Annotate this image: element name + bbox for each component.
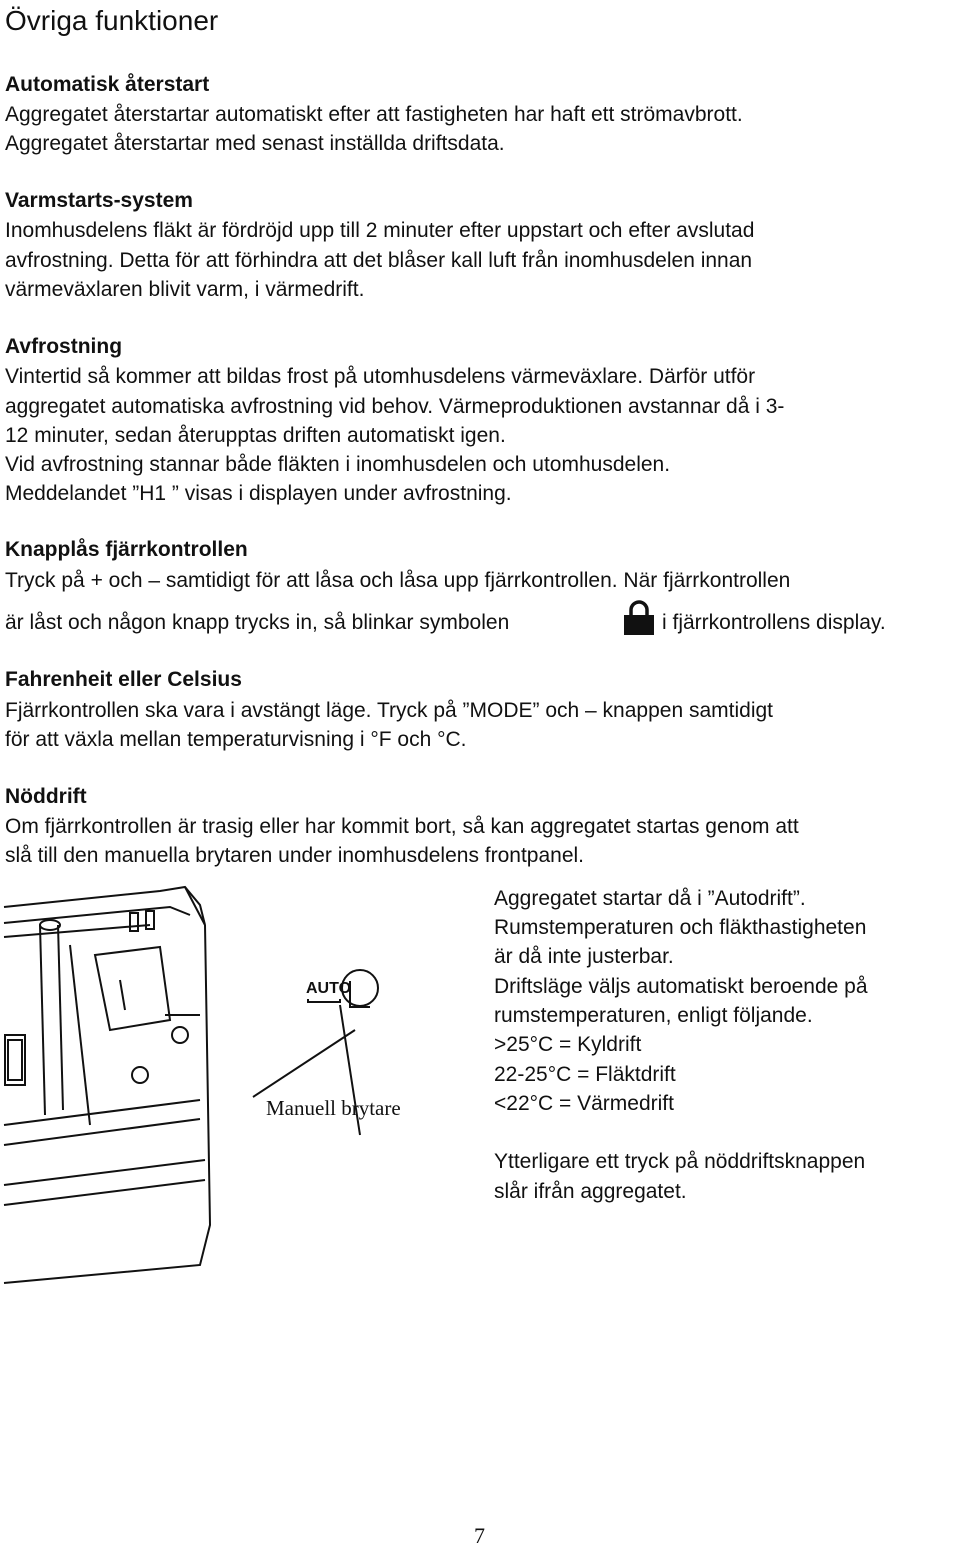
section-heading-fahrenheit: Fahrenheit eller Celsius (5, 668, 242, 691)
side-text-line: rumstemperaturen, enligt följande. (494, 1004, 813, 1027)
paragraph-line: i fjärrkontrollens display. (662, 611, 886, 634)
paragraph-line: Aggregatet återstartar med senast inställda driftsdata. (5, 132, 505, 155)
side-text-line: Ytterligare ett tryck på nöddriftsknappen (494, 1150, 866, 1173)
paragraph-line: Vid avfrostning stannar både fläkten i inomhusdelen och utomhusdelen. (5, 453, 671, 476)
side-text-line: är då inte justerbar. (494, 945, 674, 968)
paragraph-line: Meddelandet ”H1 ” visas i displayen under avfrostning. (5, 482, 512, 505)
paragraph-line: aggregatet automatiska avfrostning vid behov. Värmeproduktionen avstannar då i 3- (5, 395, 785, 418)
section-heading-warm-start: Varmstarts-system (5, 189, 193, 212)
paragraph-line: Fjärrkontrollen ska vara i avstängt läge. Tryck på ”MODE” och – knappen samtidigt (5, 699, 773, 722)
paragraph-line: 12 minuter, sedan återupptas driften automatiskt igen. (5, 424, 506, 447)
section-heading-emergency: Nöddrift (5, 785, 87, 808)
side-text-line: slår ifrån aggregatet. (494, 1180, 687, 1203)
paragraph-line: Tryck på + och – samtidigt för att låsa och låsa upp fjärrkontrollen. När fjärrkontrollen (5, 569, 791, 592)
paragraph-line: Om fjärrkontrollen är trasig eller har kommit bort, så kan aggregatet startas genom att (5, 815, 799, 838)
side-text-line: Driftsläge väljs automatiskt beroende på (494, 975, 868, 998)
indoor-unit-illustration (0, 885, 470, 1285)
section-heading-defrost: Avfrostning (5, 335, 123, 358)
paragraph-line: slå till den manuella brytaren under inomhusdelens frontpanel. (5, 844, 585, 867)
paragraph-line: för att växla mellan temperaturvisning i °F och °C. (5, 728, 467, 751)
figure-caption: Manuell brytare (266, 1096, 401, 1120)
side-text-line: Rumstemperaturen och fläkthastigheten (494, 916, 867, 939)
page-title: Övriga funktioner (5, 5, 219, 36)
side-text-line: <22°C = Värmedrift (494, 1092, 674, 1115)
paragraph-line: Vintertid så kommer att bildas frost på utomhusdelens värmeväxlare. Därför utför (5, 365, 756, 388)
side-text-line: 22-25°C = Fläktdrift (494, 1063, 676, 1086)
section-heading-auto-restart: Automatisk återstart (5, 73, 210, 96)
side-text-line: Aggregatet startar då i ”Autodrift”. (494, 887, 806, 910)
lock-icon (622, 600, 656, 636)
paragraph-line: är låst och någon knapp trycks in, så blinkar symbolen (5, 611, 510, 634)
auto-switch-label: AUTO (306, 980, 352, 997)
side-text-line: >25°C = Kyldrift (494, 1033, 642, 1056)
section-heading-keylock: Knapplås fjärrkontrollen (5, 538, 248, 561)
paragraph-line: Inomhusdelens fläkt är fördröjd upp till 2 minuter efter uppstart och efter avslutad (5, 219, 755, 242)
paragraph-line: avfrostning. Detta för att förhindra att det blåser kall luft från inomhusdelen innan (5, 249, 753, 272)
paragraph-line: Aggregatet återstartar automatiskt efter att fastigheten har haft ett strömavbrott. (5, 103, 743, 126)
paragraph-line: värmeväxlaren blivit varm, i värmedrift. (5, 278, 365, 301)
page-number: 7 (474, 1523, 485, 1548)
